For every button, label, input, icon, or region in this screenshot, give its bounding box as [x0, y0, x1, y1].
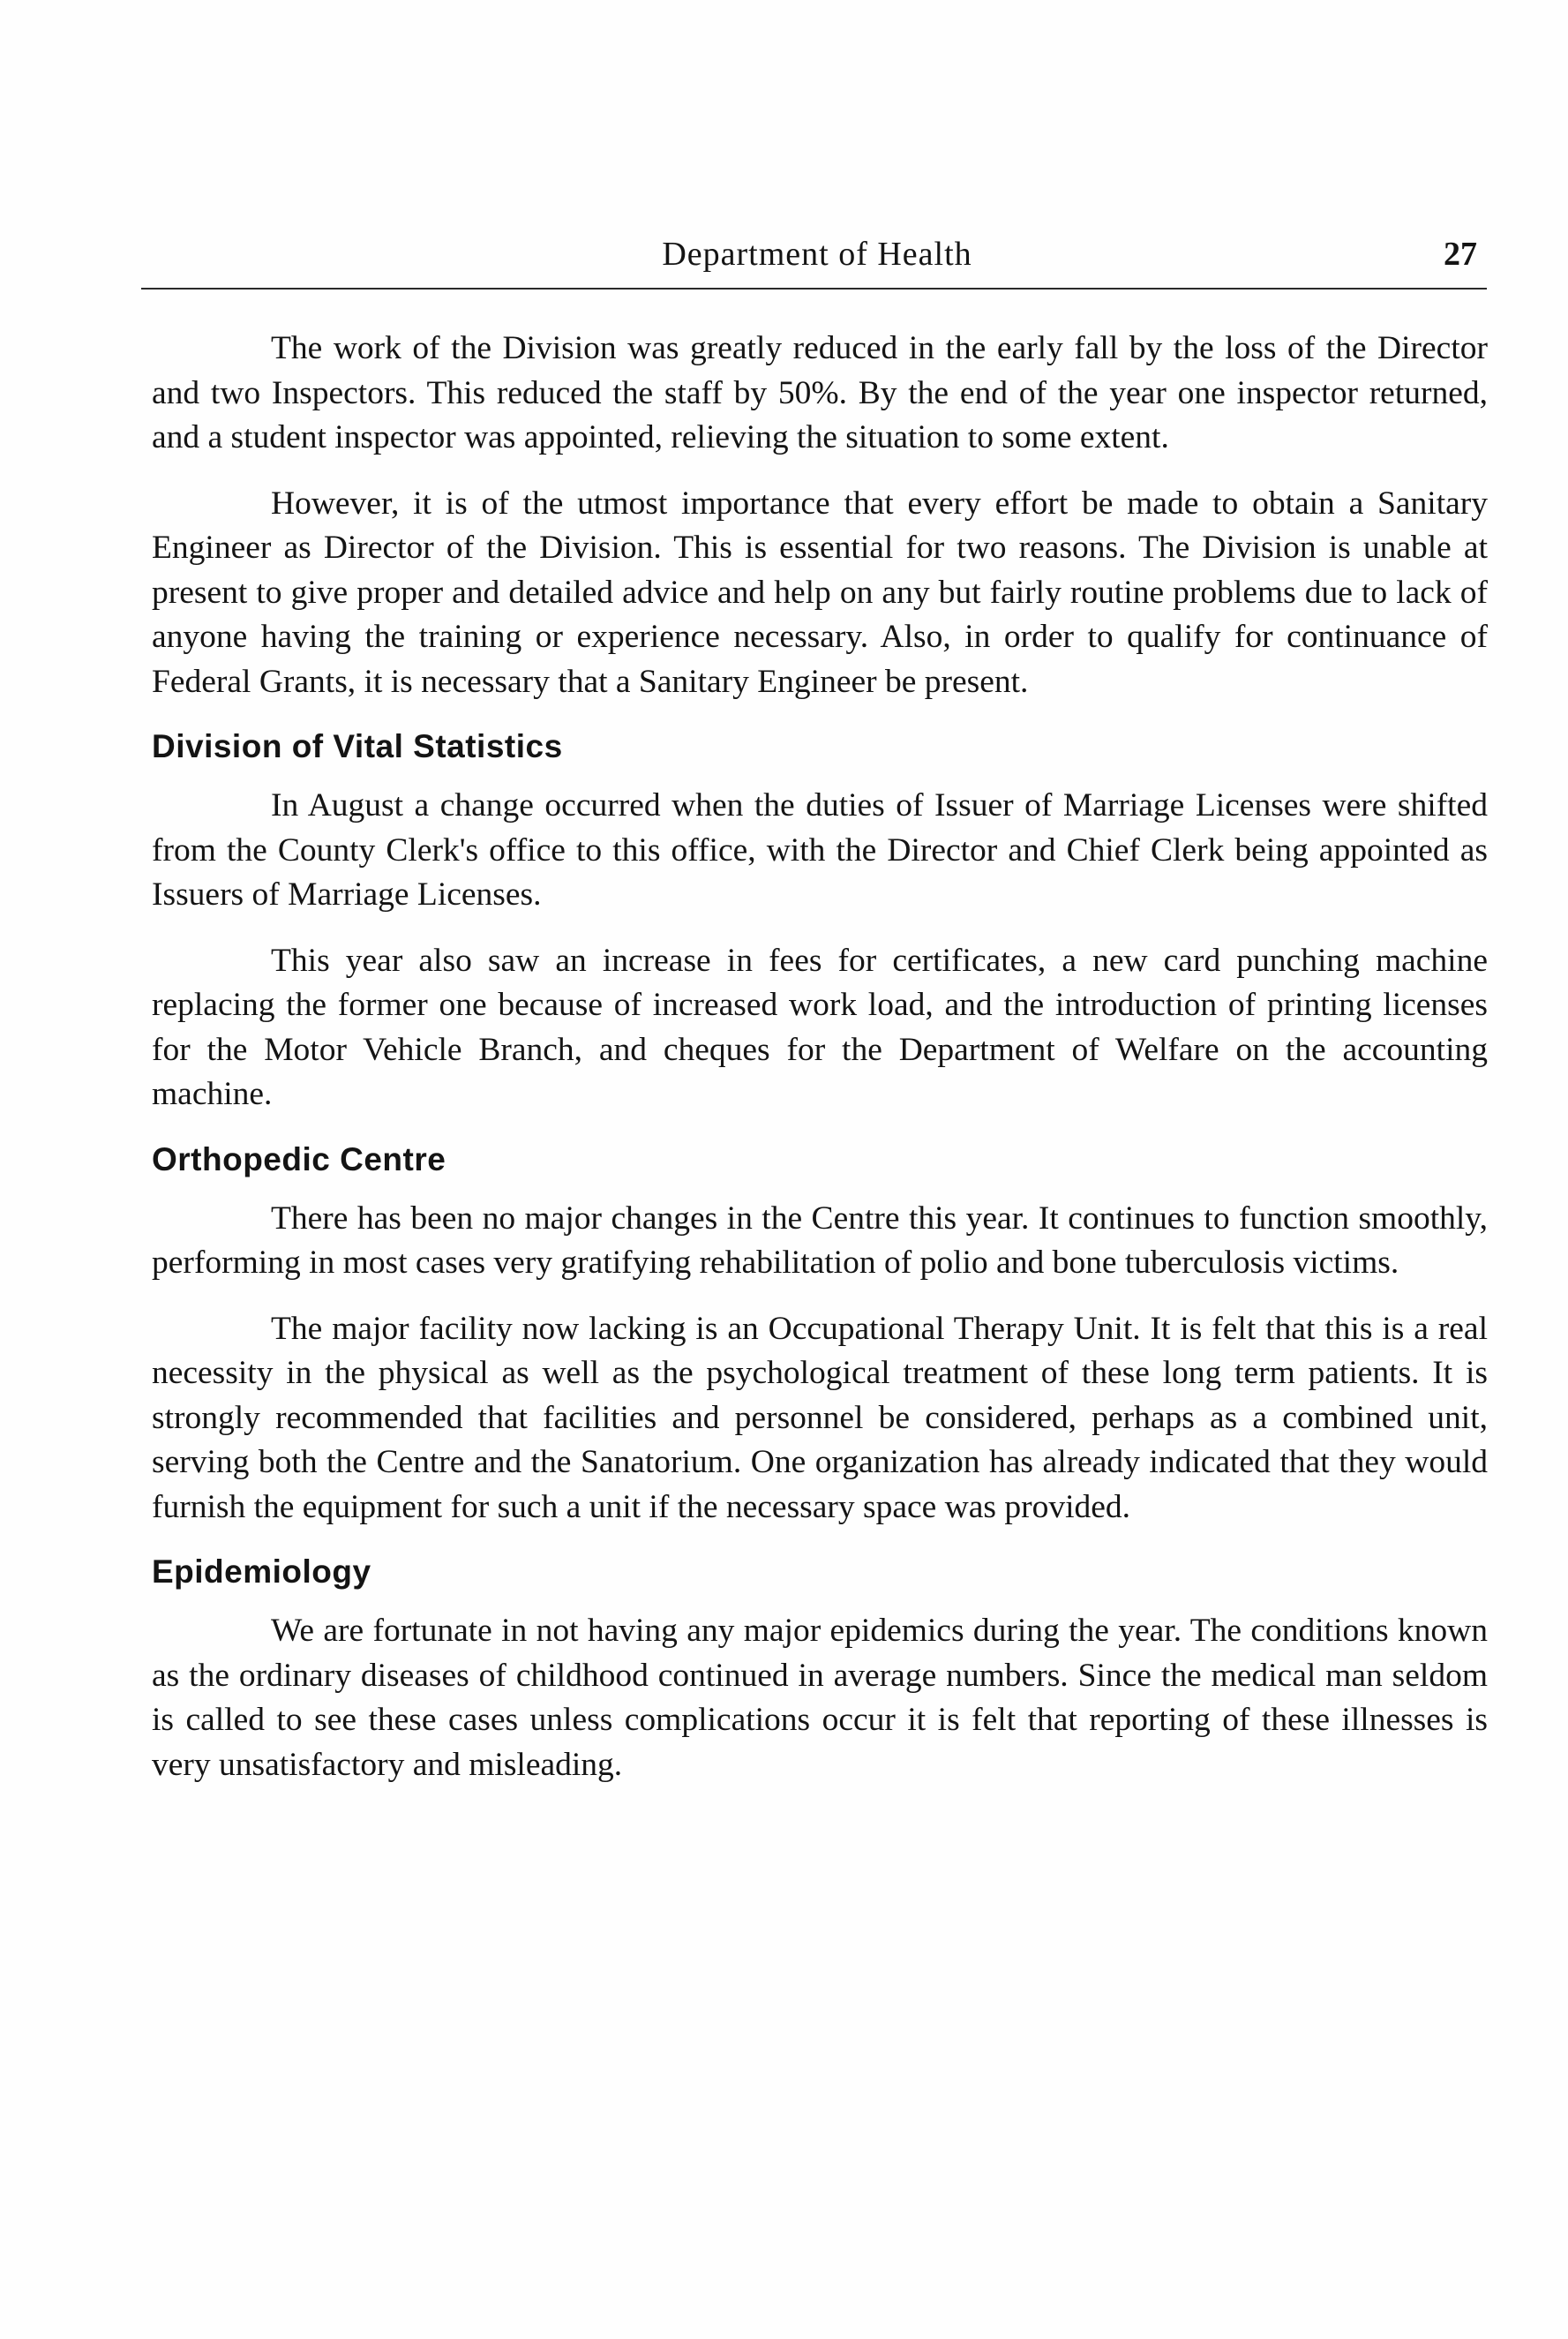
- paragraph: The major facility now lacking is an Occupational Therapy Unit. It is felt that this is a real necessity in the physical as well as the psychological treatment of these long term patients. It is strongly recommended that facilities and personnel be considered, perhaps as a combined unit, serving both the Centre and the Sanatorium. One organization has already indicated that they would furnish the equipment for such a unit if the necessary space was provided.: [152, 1310, 1488, 1525]
- paragraph: This year also saw an increase in fees for certificates, a new card punching machine replacing the former one because of increased work load, and the introduction of printing licenses for the Motor Vehicle Branch, and cheques for the Department of Welfare on the accounting machine.: [152, 942, 1488, 1112]
- section-heading: Epidemiology: [152, 1553, 371, 1590]
- running-title: Department of Health: [662, 236, 972, 273]
- header-rule: [141, 288, 1487, 290]
- paragraph: We are fortunate in not having any major epidemics during the year. The conditions known as the ordinary diseases of childhood continued in average numbers. Since the medical man seldom is called to see these cases unless complications occur it is felt that reporting of these illnesses is very unsatisfactory and misleading.: [152, 1613, 1488, 1783]
- section-heading: Division of Vital Statistics: [152, 728, 563, 764]
- paragraph: There has been no major changes in the Centre this year. It continues to function smoothly, performing in most cases very gratifying rehabilitation of polio and bone tuberculosis victims.: [152, 1200, 1488, 1281]
- running-header: [148, 231, 1486, 277]
- paragraph: In August a change occurred when the duties of Issuer of Marriage Licenses were shifted from the County Clerk's office to this office, with the Director and Chief Clerk being appointed as Issuers of Marriage Licenses.: [152, 787, 1488, 913]
- paragraph: However, it is of the utmost importance that every effort be made to obtain a Sanitary Engineer as Director of the Division. This is essential for two reasons. The Division is unable at present to give proper and detailed advice and help on any but fairly routine problems due to lack of anyone having the training or experience necessary. Also, in order to qualify for continuance of Federal Grants, it is necessary that a Sanitary Engineer be present.: [152, 485, 1488, 700]
- paragraph: The work of the Division was greatly reduced in the early fall by the loss of the Director and two Inspectors. This reduced the staff by 50%. By the end of the year one inspector returned, and a student inspector was appointed, relieving the situation to some extent.: [152, 330, 1488, 455]
- page-number: 27: [1444, 236, 1477, 273]
- section-heading: Orthopedic Centre: [152, 1140, 446, 1177]
- body-text: [152, 327, 1488, 1809]
